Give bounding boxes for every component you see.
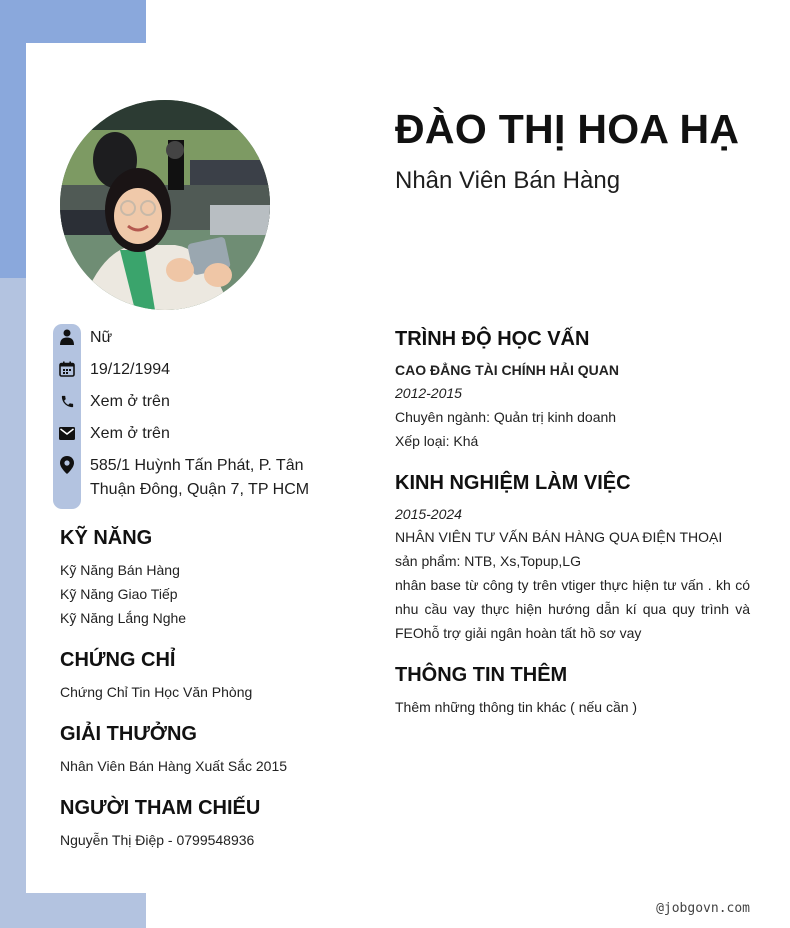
education-school: CAO ĐẲNG TÀI CHÍNH HẢI QUAN: [395, 362, 619, 378]
phone-icon: [58, 392, 76, 410]
education-period: 2012-2015: [395, 385, 462, 401]
skills-heading: KỸ NĂNG: [60, 527, 153, 549]
calendar-icon: [58, 360, 76, 378]
email-value: Xem ở trên: [90, 425, 170, 442]
candidate-name: ĐÀO THỊ HOA HẠ: [395, 106, 740, 152]
award-item: Nhân Viên Bán Hàng Xuất Sắc 2015: [60, 758, 288, 774]
extra-info-text: Thêm những thông tin khác ( nếu cần ): [395, 699, 638, 715]
birthdate-row: [58, 358, 170, 382]
skill-item: Kỹ Năng Bán Hàng: [60, 562, 180, 578]
experience-period: 2015-2024: [395, 506, 462, 522]
education-grade: Xếp loại: Khá: [395, 433, 479, 449]
awards-heading: GIẢI THƯỞNG: [60, 723, 197, 745]
skill-item: Kỹ Năng Giao Tiếp: [60, 586, 178, 602]
experience-description: nhân base từ công ty trên vtiger thực hiện tư vấn . kh có nhu cầu vay thực hiện hướng dẫn kí qua quy trình và FEOhỗ trợ giải ngân hoàn tất hồ sơ vay: [395, 577, 750, 641]
watermark: @jobgovn.com: [656, 901, 750, 916]
phone-value: Xem ở trên: [90, 393, 170, 410]
experience-heading: KINH NGHIỆM LÀM VIỆC: [395, 472, 631, 494]
birthdate-value: 19/12/1994: [90, 361, 171, 378]
email-row: [58, 422, 170, 446]
gender-value: Nữ: [90, 329, 113, 346]
skill-item: Kỹ Năng Lắng Nghe: [60, 610, 187, 626]
certificate-item: Chứng Chỉ Tin Học Văn Phòng: [60, 684, 253, 700]
experience-products: sản phẩm: NTB, Xs,Topup,LG: [395, 553, 581, 569]
profile-photo: [60, 100, 270, 310]
person-icon: [58, 328, 76, 346]
certificates-heading: CHỨNG CHỈ: [60, 649, 176, 671]
gender-row: [58, 326, 112, 350]
references-heading: NGƯỜI THAM CHIẾU: [60, 797, 261, 819]
address-row: [58, 454, 352, 502]
extra-info-heading: THÔNG TIN THÊM: [395, 664, 568, 686]
experience-position: NHÂN VIÊN TƯ VẤN BÁN HÀNG QUA ĐIỆN THOẠI: [395, 529, 723, 545]
address-value: 585/1 Huỳnh Tấn Phát, P. Tân Thuận Đông, Quận 7, TP HCM: [90, 457, 310, 498]
education-major: Chuyên ngành: Quản trị kinh doanh: [395, 409, 617, 425]
education-heading: TRÌNH ĐỘ HỌC VẤN: [395, 328, 590, 350]
reference-item: Nguyễn Thị Điệp - 0799548936: [60, 832, 255, 848]
phone-row: [58, 390, 170, 414]
candidate-role: Nhân Viên Bán Hàng: [395, 167, 621, 194]
mail-icon: [58, 424, 76, 442]
location-pin-icon: [58, 456, 76, 474]
